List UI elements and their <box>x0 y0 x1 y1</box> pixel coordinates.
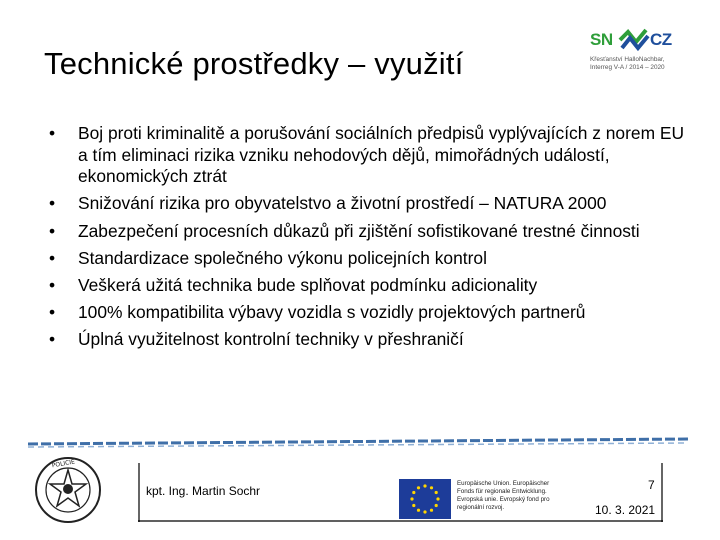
eu-logo <box>399 479 599 521</box>
sn-cz-logo <box>588 26 678 82</box>
bullet-icon: • <box>49 123 56 143</box>
bullet-list <box>46 123 696 357</box>
list-item: • Zabezpečení procesních důkazů při zjištění sofistikované trestné činnosti <box>49 220 640 241</box>
footer-author: kpt. Ing. Martin Sochr <box>146 484 261 498</box>
list-item: • Veškerá užitá technika bude splňovat podmínku adicionality <box>49 274 538 295</box>
eu-flag-icon <box>399 479 451 519</box>
logo-cz-text: CZ <box>650 30 672 49</box>
police-star-emblem-icon <box>34 456 102 524</box>
slide-title: Technické prostředky – využití <box>44 46 464 81</box>
bullet-icon: • <box>49 274 56 295</box>
svg-text:POLICIE: POLICIE <box>51 458 76 470</box>
list-item: • 100% kompatibilita výbavy vozidla s vozidly projektových partnerů <box>49 302 586 323</box>
list-item: • Snižování rizika pro obyvatelstvo a životní prostředí – NATURA 2000 <box>49 193 607 214</box>
list-item: • Boj proti kriminalitě a porušování sociálních předpisů vyplývajících z norem EU a tím eliminaci rizika vzniku nehodových dějů, mimořádných událostí, ekonomických ztrát <box>49 123 685 187</box>
logo-mark-icon <box>618 26 650 52</box>
list-item: • Úplná využitelnost kontrolní techniky v přeshraničí <box>49 329 464 350</box>
list-item: • Standardizace společného výkonu policejních kontrol <box>49 247 487 268</box>
page-number: 7 <box>648 478 655 492</box>
logo-sn-text: SN <box>590 30 613 49</box>
bullet-icon: • <box>49 220 56 241</box>
logo-tagline: Křesťanství HalloNachbar, Interreg V-A / 2014 – 2020 <box>590 56 665 71</box>
decorative-divider <box>28 435 688 449</box>
bullet-icon: • <box>49 302 56 323</box>
footer-date: 10. 3. 2021 <box>595 503 656 517</box>
bullet-icon: • <box>49 329 56 350</box>
bullet-icon: • <box>49 247 56 268</box>
bullet-icon: • <box>49 193 56 214</box>
eu-fund-text: Europäische Union. Europäischer Fonds für regionale Entwicklung. Evropská unie. Evropský fond pro regionální rozvoj. <box>457 480 550 511</box>
